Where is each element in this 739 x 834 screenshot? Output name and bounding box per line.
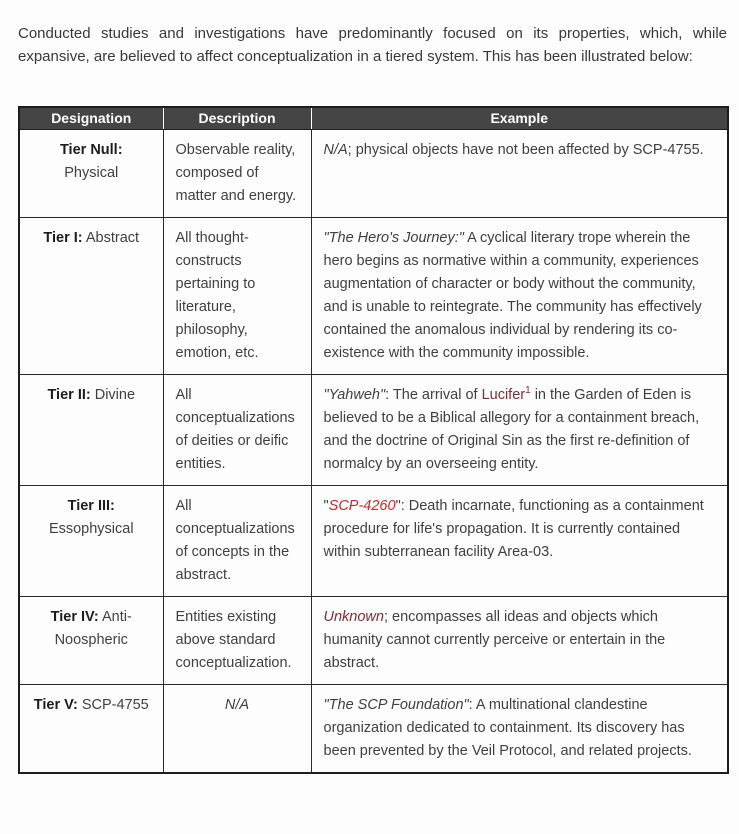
designation-cell [19, 375, 163, 486]
text-segment: Anti-Noospheric [54, 609, 132, 648]
text-segment: " [323, 498, 329, 514]
text-segment: "Yahweh" [323, 387, 386, 403]
example-cell [311, 597, 728, 685]
text-segment: All thought-constructs pertaining to literature, philosophy, emotion, etc. [175, 230, 259, 361]
text-segment: ": Death incarnate, functioning as a containment procedure for life's propagation. It is currently contained within subterranean facility Area-03. [323, 498, 704, 560]
tier-label: Tier Null: [59, 142, 123, 158]
example-cell [311, 685, 728, 774]
designation-cell [19, 597, 163, 685]
column-header-example: Example [311, 107, 728, 130]
text-segment: All conceptualizations of concepts in the abstract. [175, 498, 295, 583]
table-row [19, 486, 728, 597]
text-segment: in the Garden of Eden is believed to be a Biblical allegory for a containment breach, and the doctrine of Original Sin as the first re-definition of normalcy by an overseeing entity. [323, 387, 700, 472]
table-row [19, 218, 728, 375]
tier-table [18, 106, 729, 774]
example-cell [311, 130, 728, 218]
tier-label: Tier II: [47, 387, 91, 403]
column-header-description: Description [163, 107, 311, 130]
table-body [19, 130, 728, 774]
designation-cell [19, 685, 163, 774]
description-cell [163, 130, 311, 218]
tier-label: Tier IV: [50, 609, 99, 625]
example-cell [311, 375, 728, 486]
text-segment: SCP-4755 [77, 697, 149, 713]
designation-cell [19, 130, 163, 218]
text-segment: N/A [323, 142, 348, 158]
text-segment: Essophysical [48, 521, 134, 537]
table-row [19, 375, 728, 486]
text-segment: Observable reality, composed of matter and energy. [175, 142, 297, 204]
text-segment: A cyclical literary trope wherein the hero begins as normative within a community, experiences augmentation of character or body without the community, and is unable to reintegrate. The community has effectively contained the anomalous individual by rendering its co-existence with the community impossible. [323, 230, 702, 361]
text-segment: All conceptualizations of deities or deific entities. [175, 387, 295, 472]
table-row [19, 597, 728, 685]
unknown-link[interactable]: Unknown [323, 609, 384, 625]
designation-cell [19, 218, 163, 375]
tier-label: Tier III: [67, 498, 115, 514]
text-segment: Abstract [82, 230, 140, 246]
description-cell [163, 218, 311, 375]
description-cell [163, 375, 311, 486]
column-header-designation: Designation [19, 107, 163, 130]
tier-label: Tier V: [33, 697, 78, 713]
description-cell [163, 486, 311, 597]
text-segment: "The SCP Foundation" [323, 697, 469, 713]
lucifer-link[interactable]: Lucifer [481, 387, 526, 403]
table-row [19, 130, 728, 218]
example-cell [311, 218, 728, 375]
tier-label: Tier I: [43, 230, 83, 246]
text-segment: ; physical objects have not been affected by SCP-4755. [347, 142, 704, 158]
description-cell [163, 685, 311, 774]
table-row [19, 685, 728, 774]
footnote-1-link[interactable]: 1 [525, 385, 531, 397]
table-header-row [19, 107, 728, 130]
text-segment: : A multinational clandestine organization dedicated to containment. Its discovery has been prevented by the Veil Protocol, and related projects. [323, 697, 692, 759]
example-cell [311, 486, 728, 597]
text-segment: ; encompasses all ideas and objects which humanity cannot currently perceive or entertain in the abstract. [323, 609, 666, 671]
text-segment: Divine [90, 387, 136, 403]
text-segment: : The arrival of [385, 387, 482, 403]
text-segment: Physical [64, 165, 119, 181]
designation-cell [19, 486, 163, 597]
text-segment: "The Hero's Journey:" [323, 230, 464, 246]
text-segment: N/A [224, 697, 250, 713]
intro-paragraph: Conducted studies and investigations have predominantly focused on its properties, which, while expansive, are believed to affect conceptualization in a tiered system. This has been illustrated below: [18, 25, 727, 65]
scp-4260-link[interactable]: SCP-4260 [328, 498, 396, 514]
text-segment: Entities existing above standard conceptualization. [175, 609, 292, 671]
description-cell [163, 597, 311, 685]
